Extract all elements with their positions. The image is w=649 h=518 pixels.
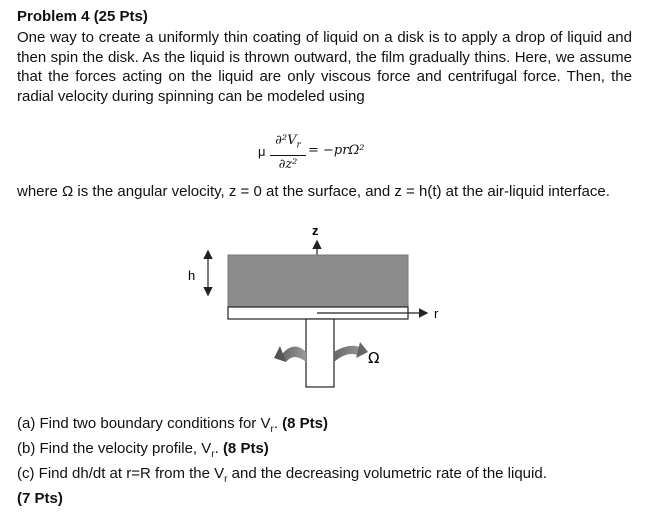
part-c: (c) Find dh/dt at r=R from the $V_r$ and the decreasing volumetric rate of the liquid. (7 Pts) (17, 465, 547, 507)
problem-title: Problem 4 (25 Pts) (17, 8, 148, 25)
spin-shaft (306, 319, 334, 387)
part-b: (b) Find the velocity profile, $V_r$. (8 Pts) (17, 440, 269, 460)
problem-intro: One way to create a uniformly thin coating of liquid on a disk is to apply a drop of liquid and then spin the disk. As the liquid is thrown outward, the film gradually thins. Here, we assume that the forces acting on the liquid are only viscous force and centrifugal force. Then, the radial velocity during spinning can be modeled using (17, 29, 632, 105)
h-label: h (188, 268, 196, 283)
omega-label: Ω (368, 349, 380, 367)
h-dimension (188, 252, 208, 294)
question-parts (17, 414, 637, 508)
equation-rhs: = −prΩ² (308, 143, 365, 158)
equation-coefficient: μ (258, 144, 266, 159)
equation-numerator: $\partial^2V_r$ (270, 132, 306, 156)
where-text: where Ω is the angular velocity, z = 0 at the surface, and z = h(t) at the air-liquid interface. (17, 183, 610, 200)
equation-denominator: ∂z² (278, 156, 298, 172)
part-a: (a) Find two boundary conditions for $V_r$. (8 Pts) (17, 415, 328, 435)
equation-fraction (270, 132, 306, 173)
liquid-film (228, 255, 408, 307)
z-label: z (312, 223, 319, 238)
r-label: r (434, 306, 439, 321)
governing-equation (258, 132, 398, 172)
spin-coating-diagram (190, 222, 470, 394)
